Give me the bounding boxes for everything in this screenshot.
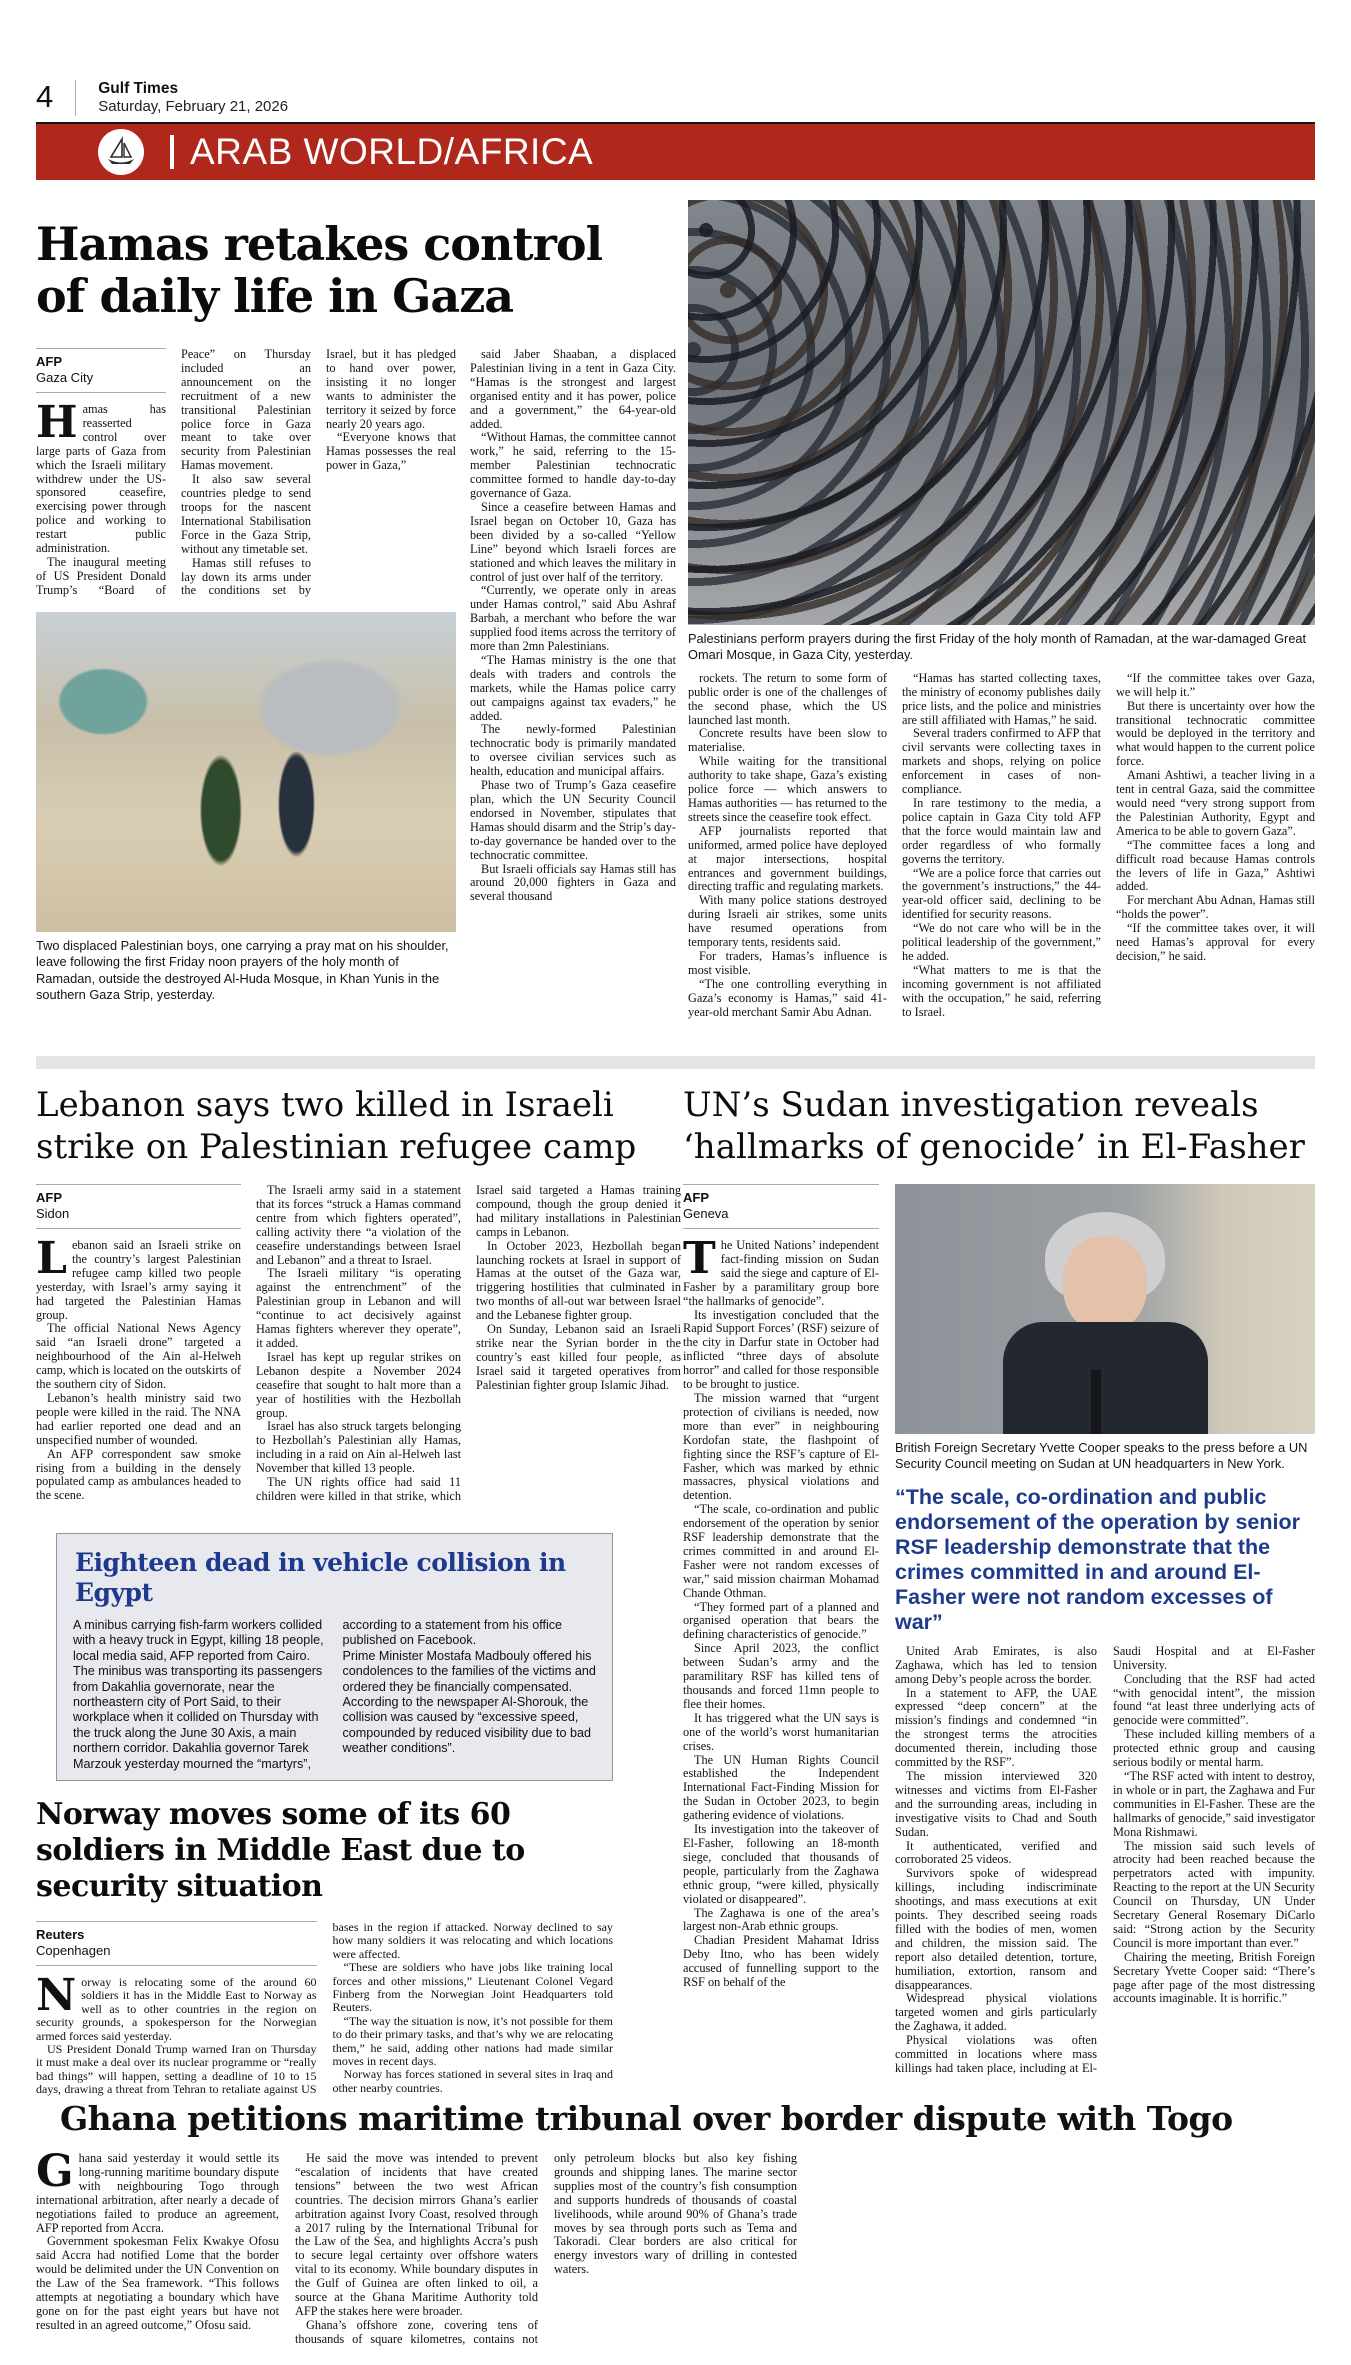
prayers-photo (688, 200, 1315, 625)
paragraph: rockets. The return to some form of public order is one of the challenges of the second phase, which the US launched last month. (688, 671, 887, 727)
paragraph: “The RSF acted with intent to destroy, in whole or in part, the Zaghawa and Fur communities in El-Fasher. These are the hallmarks of genocide,” said investigator Mona Rishmawi. (1113, 1768, 1315, 1839)
hamas-right-columns (688, 672, 1315, 1044)
lebanon-columns (36, 1184, 681, 1516)
paragraph: In rare testimony to the media, a police captain in Gaza City told AFP that the force would maintain law and order regardless of who formally governs the territory. (902, 795, 1101, 866)
paragraph: Hamas still refuses to lay down its arms under the conditions set by Israel, but it has pledged to hand over power, insisting it no longer wants to administer the territory it seized by force nearly 20 years ago. (181, 348, 456, 598)
paragraph: A minibus carrying fish-farm workers collided with a heavy truck in Egypt, killing 18 people, local media said, AFP reported from Cairo. (73, 1618, 324, 1663)
paragraph: While waiting for the transitional authority to take shape, Gaza’s existing police force — which answers to Hamas authorities — has returned to the streets since the ceasefire took effect. (688, 754, 887, 824)
paragraph: Government spokesman Felix Kwakye Ofosu said Accra had notified Lome that the border would be delimited under the UN Convention on the Law of the Sea framework. “This follows attempts at negotiating a boundary which have gone on for the past eight years but have not resulted in an agreed outcome,” Ofosu said. (36, 2234, 279, 2332)
paragraph: Its investigation concluded that the Rapid Support Forces’ (RSF) seizure of the city in Darfur state in October had inflicted “three days of absolute horror” and called for those responsible to be brought to justice. (683, 1307, 879, 1392)
paragraph: Since April 2023, the conflict between Sudan’s army and the paramilitary RSF has killed tens of thousands and forced 11mn people to flee their homes. (683, 1641, 879, 1711)
paragraph: It authenticated, verified and corroborated 25 videos. (895, 1838, 1097, 1867)
article-norway (36, 1797, 613, 2099)
byline (683, 1184, 879, 1229)
masthead (98, 80, 288, 115)
cooper-photo (895, 1184, 1315, 1434)
boys-photo (36, 612, 456, 932)
lead-paragraph: Lebanon said an Israeli strike on the country’s largest Palestinian refugee camp killed two people yesterday, with Israel’s army saying it had targeted the Palestinian Hamas group. (36, 1233, 241, 1322)
dropcap: N (36, 1970, 77, 2021)
dropcap: H (36, 397, 78, 448)
section-banner (36, 122, 1315, 180)
paragraph: The mission warned that “urgent protection of civilians is needed, now more than ever” in neighbouring Kordofan state, the flashpoint of fighting since the RSF’s capture of El-Fasher, which was marked by ethnic massacres, physical violations and detention. (683, 1390, 879, 1503)
byline-location: Gaza City (36, 370, 94, 385)
paragraph: “What matters to me is that the incoming government is not affiliated with the occupation,” he said, referring to Israel. (902, 962, 1101, 1019)
paragraph: Prime Minister Mostafa Madbouly offered his condolences to the families of the victims and ordered they be financially compensated. According to the newspaper Al-Shorouk, the collision was caused by “excessive speed, compounded by reduced visibility due to bad weather conditions”. (342, 1648, 596, 1756)
paragraph: He said the move was intended to prevent “escalation of incidents that have created tensions” between the two west African countries. The decision mirrors Ghana’s earlier arbitration against Ivory Coast, resolved through a 2017 ruling by the International Tribunal for the Law of the Sea, and highlights Accra’s push to secure legal certainty over offshore waters vital to its economy. While boundary disputes in the Gulf of Guinea are often linked to oil, a source at the Ghana Maritime Authority told AFP the stakes here were broader. (295, 2152, 538, 2318)
paragraph: For traders, Hamas’s influence is most visible. (688, 948, 887, 977)
byline-location: Sidon (36, 1206, 70, 1221)
prayers-photo-caption: Palestinians perform prayers during the first Friday of the holy month of Ramadan, at the war-damaged Great Omari Mosque, in Gaza City, yesterday. (688, 631, 1307, 663)
byline-agency: AFP (683, 1190, 709, 1205)
egypt-box-headline: Eighteen dead in vehicle collision in Egypt (75, 1548, 566, 1607)
byline (36, 1184, 241, 1229)
paragraph: For merchant Abu Adnan, Hamas still “holds the power”. (1116, 893, 1315, 922)
paragraph: Several traders confirmed to AFP that civil servants were collecting taxes in markets and shops, relying on police enforcement in cases of non-compliance. (902, 726, 1101, 797)
paragraph: “If the committee takes over Gaza, we will help it.” (1116, 671, 1315, 699)
hamas-headline: Hamas retakes control of daily life in Gaza (36, 217, 603, 323)
paragraph: The minibus was transporting its passengers from Dakahlia governorate, near the northeastern city of Port Said, to their workplace when it collided on Thursday with the truck along the June 30 Axis, a main northern corridor. Dakahlia governor Tarek Marzouk yesterday mourned the “martyrs”, according to a statement from his office published on Facebook. (73, 1618, 563, 1771)
dropcap: L (36, 1233, 67, 1284)
paragraph: “We are a police force that carries out the government’s instructions,” the 44-year-old officer said, declining to be identified for security reasons. (902, 865, 1101, 922)
paragraph: Norway has forces stationed in several sites in Iraq and other nearby countries. (332, 2067, 613, 2095)
byline (36, 1921, 317, 1966)
paragraph: The UN rights office had said 11 children were killed in that strike, which Israel said targeted a Hamas training compound, though the group denied it had military installations in Palestinian camps in Lebanon. (256, 1184, 681, 1503)
paragraph: These included killing members of a protected ethnic group and causing serious bodily or mental harm. (1113, 1727, 1315, 1770)
paragraph: It has triggered what the UN says is one of the world’s worst humanitarian crises. (683, 1710, 879, 1753)
norway-headline: Norway moves some of its 60 soldiers in Middle East due to security situation (36, 1797, 525, 1904)
paragraph: The inaugural meeting of US President Donald Trump’s “Board of Peace” on Thursday included an announcement on the recruitment of a new transitional Palestinian police force in Gaza meant to take over security from Palestinian Hamas movement. (36, 348, 311, 597)
hamas-middle-column (470, 348, 676, 1008)
paragraph: Since a ceasefire between Hamas and Israel began on October 10, Gaza has been divided by a so-called “Yellow Line” beyond which Israeli forces are stationed and which leaves the military in control of just over half of the territory. (470, 499, 676, 584)
section-divider (36, 1056, 1315, 1069)
paragraph: “These are soldiers who have jobs like training local forces and other missions,” Lieutenant Colonel Vegard Finberg from the Norwegian Joint Headquarters told Reuters. (332, 1960, 613, 2015)
sudan-headline: UN’s Sudan investigation reveals ‘hallmarks of genocide’ in El-Fasher (683, 1085, 1305, 1167)
section-title: ARAB WORLD/AFRICA (190, 131, 594, 172)
norway-columns (36, 1921, 613, 2099)
sudan-first-column (683, 1184, 879, 2096)
paragraph: AFP journalists reported that uniformed, armed police have deployed at major intersections, hospital entrances and government buildings, directing traffic and regulating markets. (688, 823, 887, 894)
paragraph: An AFP correspondent saw smoke rising from a building in the densely populated camp as ambulances headed to the scene. (36, 1446, 241, 1503)
lead-paragraph: Ghana said yesterday it would settle its long-running maritime boundary dispute with neighbouring Togo through international arbitration, after nearly a decade of negotiations failed to produce an agreement, AFP reported from Accra. (36, 2152, 279, 2235)
paragraph: “The Hamas ministry is the one that deals with traders and controls the markets, while the Hamas police carry out campaigns against tax evaders,” he added. (470, 652, 676, 723)
byline-location: Copenhagen (36, 1943, 111, 1958)
ghana-columns (36, 2152, 1315, 2352)
paragraph: The Israeli army said in a statement that its forces “struck a Hamas command centre from which fighters operated”, calling activity there “a violation of the ceasefire understandings between Israel and Lebanon” and a threat to Israel. (256, 1184, 461, 1267)
article-lebanon (36, 1084, 681, 1516)
paragraph: Widespread physical violations targeted women and girls particularly the Zaghawa, it added. (895, 1991, 1097, 2034)
paragraph: Chairing the meeting, British Foreign Secretary Yvette Cooper said: “There’s page after page of the most distressing accounts imaginable. It is horrific.” (1113, 1949, 1315, 2006)
paragraph: Ghana’s offshore zone, covering tens of thousands of square kilometres, contains not only petroleum blocks but also key fishing grounds and shipping lanes. The marine sector supplies most of the country’s fish consumption and supports hundreds of thousands of coastal livelihoods, while around 90% of Ghana’s trade moves by sea through ports such as Tema and Takoradi. Clear borders are also critical for energy investors wary of drilling in contested waters. (295, 2152, 797, 2346)
paragraph: Survivors spoke of widespread killings, including indiscriminate shootings, and mass executions at exit points. They described seeing roads filled with the bodies of men, women and children, the mission said. The report also detailed detention, torture, humiliation, extortion, ransom and disappearances. (895, 1866, 1097, 1992)
paragraph: “The one controlling everything in Gaza’s economy is Hamas,” said 41-year-old merchant Samir Abu Adnan. (688, 976, 887, 1019)
paragraph: The official National News Agency said “an Israeli drone” targeted a neighbourhood of the Ain al-Helweh camp, which is located on the outskirts of the southern city of Sidon. (36, 1321, 241, 1392)
paragraph: US President Donald Trump warned Iran on Thursday it must make a deal over its nuclear programme or “really bad things” will happen, setting a deadline of 10 to 15 days, drawing a threat from Tehran to retaliate against US bases in the region if attacked. Norway declined to say how many soldiers it was relocating and which locations were affected. (36, 1921, 613, 2097)
paragraph: “Currently, we operate only in areas under Hamas control,” said Abu Ashraf Barbah, a merchant who before the war supplied food items across the territory of more than 2mn Palestinians. (470, 583, 676, 654)
paragraph: The Zaghawa is one of the area’s largest non-Arab ethnic groups. (683, 1905, 879, 1934)
paragraph: The mission said such levels of atrocity had been reached because the perpetrators acted with impunity. Reacting to the report at the UN Security Council on Thursday, UN Under Secretary General Rosemary DiCarlo said: “Strong action by the Security Council is more important than ever.” (1113, 1838, 1315, 1950)
paragraph: But there is uncertainty over how the transitional technocratic committee would be deployed in the territory and what would happen to the current police force. (1116, 698, 1315, 769)
lead-paragraph: Norway is relocating some of the around 60 soldiers it has in the Middle East to Norway as well as to other countries in the region on security grounds, a spokesperson for the Norwegian armed forces said yesterday. (36, 1970, 317, 2043)
paragraph: It also saw several countries pledge to send troops for the nascent International Stabilisation Force in the Gaza Strip, without any timetable set. (181, 472, 311, 556)
byline-agency: AFP (36, 354, 62, 369)
paragraph: United Arab Emirates, is also Zaghawa, which has led to tension among Deby’s people across the border. (895, 1644, 1097, 1686)
paragraph: said Jaber Shaaban, a displaced Palestinian living in a tent in Gaza City. “Hamas is the strongest and largest organised entity and it has power, police and a government,” the 64-year-old added. (470, 348, 676, 431)
paper-name: Gulf Times (98, 80, 179, 97)
article-ghana (36, 2100, 1315, 2352)
paragraph: The mission interviewed 320 witnesses and victims from El-Fasher and the surrounding areas, including in investigative visits to Chad and South Sudan. (895, 1768, 1097, 1839)
paragraph: “They formed part of a planned and organised operation that bears the defining characteristics of genocide.” (683, 1599, 879, 1642)
paragraph: On Sunday, Lebanon said an Israeli strike near the Syrian border in the country’s east killed four people, as Israel said it targeted operatives from Palestinian fighter group Islamic Jihad. (476, 1322, 681, 1392)
hamas-left-columns (36, 348, 456, 1008)
paragraph: Amani Ashtiwi, a teacher living in a tent in central Gaza, said the committee would need “very strong support from the Palestinian Authority, Egypt and America to be able to govern Gaza”. (1116, 768, 1315, 838)
paragraph: Phase two of Trump’s Gaza ceasefire plan, which the UN Security Council endorsed in November, stipulates that Hamas should disarm and the Strip’s day-to-day governance be handed over to the technocratic committee. (470, 778, 676, 862)
paragraph: The newly-formed Palestinian technocratic body is primarily mandated to oversee civilian services such as health, education and municipal affairs. (470, 722, 676, 779)
paragraph: “Without Hamas, the committee cannot work,” he said, referring to the 15-member Palestinian technocratic committee formed to handle day-to-day governance of Gaza. (470, 430, 676, 501)
paragraph: In a statement to AFP, the UAE expressed “deep concern” at the mission’s findings and condemned “in the strongest terms the atrocities documented therein, including those committed by the RSF”. (895, 1685, 1097, 1770)
egypt-collision-box (56, 1533, 613, 1781)
paragraph: “The scale, co-ordination and public endorsement of the operation by senior RSF leadership demonstrate that the crimes committed in and around El-Fasher were not random excesses of war,” said mission chairman Mohamad Chande Othman. (683, 1502, 879, 1600)
paragraph: Israel has kept up regular strikes on Lebanon despite a November 2024 ceasefire that sought to halt more than a year of hostilities with the Hezbollah group. (256, 1349, 461, 1420)
page-header (36, 80, 1315, 116)
byline-agency: AFP (36, 1190, 62, 1205)
byline (36, 348, 166, 393)
ghana-headline: Ghana petitions maritime tribunal over border dispute with Togo (60, 2099, 1233, 2138)
paragraph: In October 2023, Hezbollah began launching rockets at Israel in support of Hamas at the outset of the Gaza war, triggering hostilities that culminated in two months of all-out war between Israel and the Lebanese fighter group. (476, 1238, 681, 1323)
hamas-right-zone (688, 200, 1315, 1044)
dropcap: T (683, 1233, 716, 1284)
paragraph: Its investigation into the takeover of El-Fasher, following an 18-month siege, concluded that thousands of people, particularly from the Zaghawa ethnic group, “were killed, physically violated or disappeared”. (683, 1822, 879, 1906)
byline-agency: Reuters (36, 1927, 85, 1942)
sudan-right-stack (895, 1184, 1315, 2096)
header-divider (75, 80, 76, 116)
article-sudan (683, 1084, 1315, 2096)
paragraph: Lebanon’s health ministry said two people were killed in the raid. The NNA had earlier reported one dead and an unspecified number of wounded. (36, 1390, 241, 1447)
paragraph: “Everyone knows that Hamas possesses the real power in Gaza,” (326, 430, 456, 473)
paragraph: “The way the situation is now, it’s not possible for them to do their primary tasks, and that’s why we are relocating them,” he said, adding other nations had made similar moves in recent days. (332, 2013, 613, 2069)
paragraph: “We do not care who will be in the political leadership of the government,” he added. (902, 921, 1101, 963)
paragraph: Concluding that the RSF had acted “with genocidal intent”, the mission found “at least three underlying acts of genocide were committed”. (1113, 1671, 1315, 1728)
issue-date: Saturday, February 21, 2026 (98, 98, 289, 115)
paragraph: “The committee faces a long and difficult road because Hamas controls the levers of life in Gaza,” Ashtiwi added. (1116, 837, 1315, 894)
paragraph: But Israeli officials say Hamas still has around 20,000 fighters in Gaza and several thousand (470, 861, 676, 904)
banner-separator (170, 135, 174, 169)
egypt-box-columns (73, 1618, 596, 1786)
paragraph: The UN Human Rights Council established the Independent International Fact-Finding Mission for the Sudan in October 2023, to begin gathering evidence of violations. (683, 1752, 879, 1823)
article-hamas (36, 200, 1315, 1044)
dhow-boat-icon (98, 129, 144, 175)
paragraph: “Hamas has started collecting taxes, the ministry of economy publishes daily price lists, and the police and ministries are still affiliated with Hamas,” he said. (902, 671, 1101, 727)
paragraph: Physical violations was often committed in locations where mass killings had taken place, including at El-Saudi Hospital and at El-Fasher University. (895, 1644, 1315, 2075)
paragraph: With many police stations destroyed during Israeli air strikes, some units have resumed operations from temporary tents, residents said. (688, 893, 887, 950)
paragraph: Israel has also struck targets belonging to Hezbollah’s Palestinian ally Hamas, including in a raid on Ain al-Helweh last November that killed 13 people. (256, 1419, 461, 1476)
paragraph: The Israeli military “is operating against the entrenchment” of the Palestinian group in Lebanon and will “continue to act decisively against Hamas fighters wherever they operate”, it added. (256, 1266, 461, 1350)
lead-paragraph: Hamas has reasserted control over large parts of Gaza from which the Israeli military withdrew under the US-sponsored ceasefire, exercising power through police and working to restart public administration. (36, 397, 166, 556)
paragraph: “If the committee takes over, it will need Hamas’s approval for every decision,” he said. (1116, 921, 1315, 963)
hamas-left-zone (36, 200, 676, 1044)
paragraph: Concrete results have been slow to materialise. (688, 726, 887, 755)
page-number: 4 (36, 79, 54, 114)
sudan-pull-quote: “The scale, co-ordination and public endorsement of the operation by senior RSF leadership demonstrate that the crimes committed in and around El-Fasher were not random excesses of war” (895, 1484, 1300, 1634)
cooper-photo-caption: British Foreign Secretary Yvette Cooper speaks to the press before a UN Security Council meeting on Sudan at UN headquarters in New York. (895, 1440, 1308, 1472)
byline-location: Geneva (683, 1206, 729, 1221)
boys-photo-caption: Two displaced Palestinian boys, one carrying a pray mat on his shoulder, leave following the first Friday noon prayers of the holy month of Ramadan, outside the destroyed Al-Huda Mosque, in Khan Yunis in the southern Gaza Strip, yesterday. (36, 938, 449, 1003)
paragraph: Chadian President Mahamat Idriss Deby Itno, who has been widely accused of funnelling support to the RSF on behalf of the (683, 1933, 879, 1990)
dropcap: G (36, 2152, 74, 2197)
lebanon-headline: Lebanon says two killed in Israeli strike on Palestinian refugee camp (36, 1085, 637, 1167)
sudan-columns (895, 1645, 1315, 2083)
lead-paragraph: The United Nations’ independent fact-finding mission on Sudan said the siege and capture of El-Fasher by a paramilitary group bore “the hallmarks of genocide”. (683, 1233, 879, 1308)
